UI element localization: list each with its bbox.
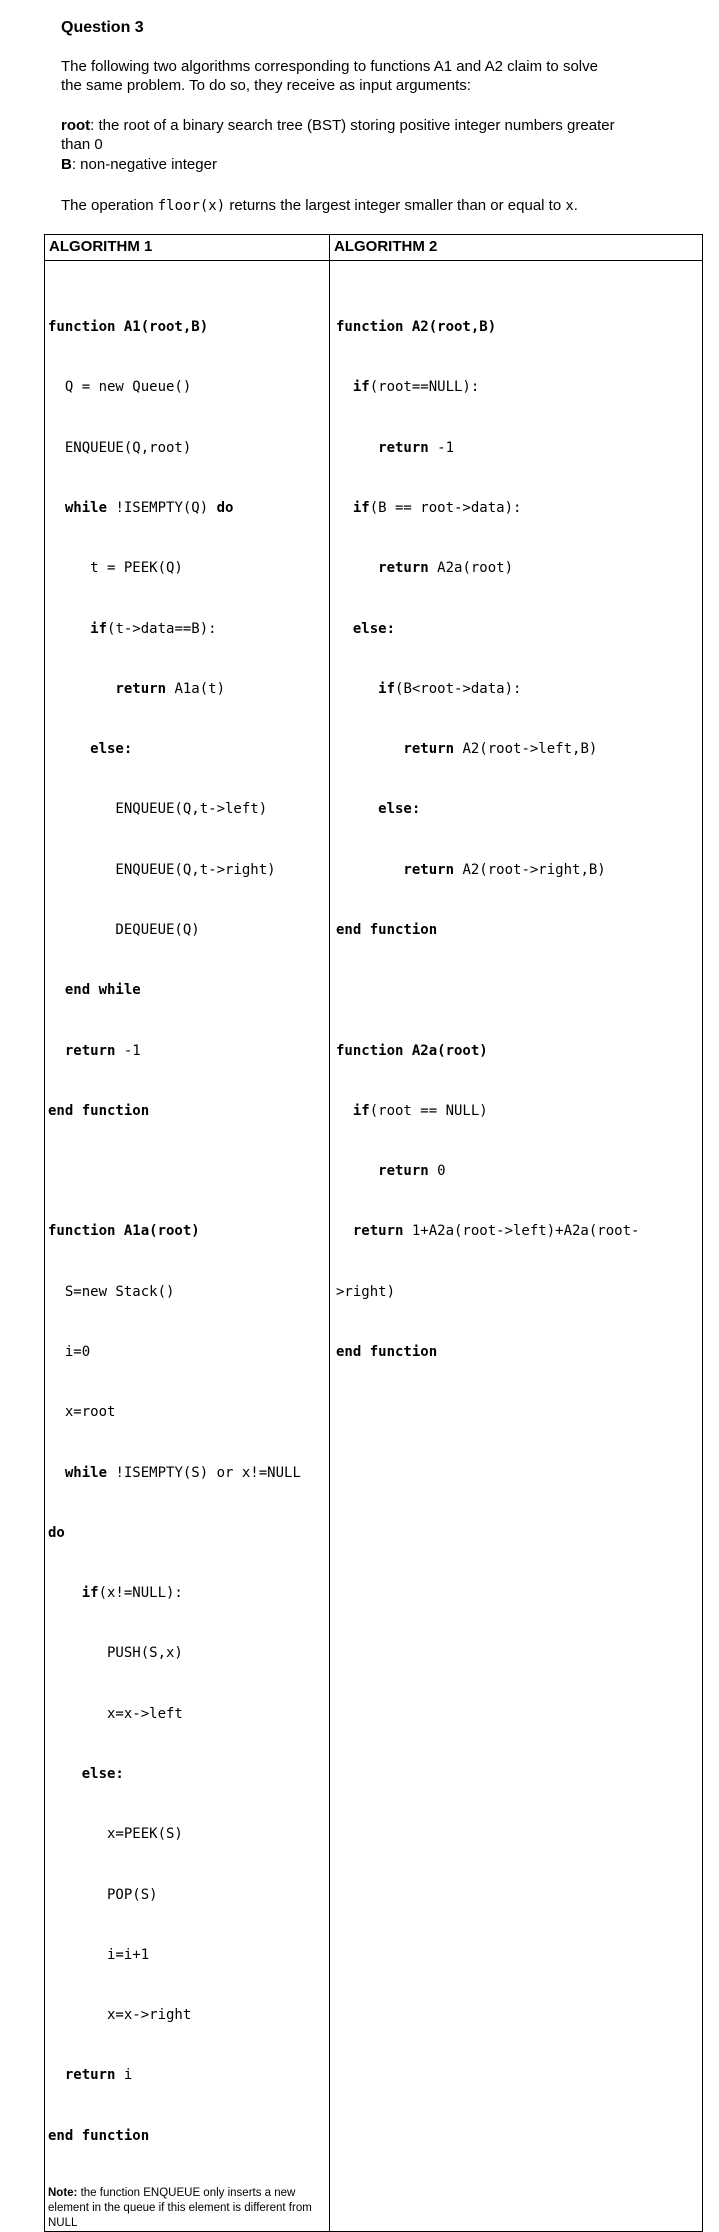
enqueue-note — [48, 2186, 325, 2231]
code-line: if(root==NULL): — [336, 379, 480, 396]
code-line: x=x->left — [48, 1705, 183, 1722]
code-line: do — [48, 1524, 65, 1541]
question-title: Question 3 — [61, 19, 144, 36]
code-line: if(B == root->data): — [336, 500, 522, 517]
code-line: end function — [336, 922, 438, 938]
floor-x: x — [565, 198, 574, 214]
root-desc-cont: than 0 — [61, 136, 103, 153]
code-line: end function — [48, 1102, 150, 1119]
algorithms-table — [44, 234, 703, 2232]
code-spacer — [336, 980, 702, 1000]
code-line: else: — [336, 801, 421, 818]
code-line: return A1a(t) — [48, 680, 226, 697]
code-line: S=new Stack() — [48, 1283, 175, 1300]
algorithm1-header: ALGORITHM 1 — [45, 235, 330, 261]
code-line: Q = new Queue() — [48, 379, 192, 396]
code-line: return i — [48, 2067, 133, 2084]
code-line: return -1 — [336, 439, 455, 456]
code-spacer — [48, 1161, 329, 1181]
b-desc: : non-negative integer — [71, 156, 217, 173]
code-line: return A2(root->left,B) — [336, 741, 598, 758]
code-line: else: — [48, 741, 133, 758]
floor-code: floor(x) — [157, 198, 226, 214]
algorithm2-cell — [330, 261, 703, 2232]
code-line: x=PEEK(S) — [48, 1826, 183, 1843]
code-line: if(root == NULL) — [336, 1102, 488, 1119]
code-line: end function — [48, 2127, 150, 2144]
code-line: else: — [336, 620, 396, 637]
code-line: return A2a(root) — [336, 560, 514, 577]
code-line: return 1+A2a(root->left)+A2a(root- — [336, 1223, 640, 1240]
code-line: DEQUEUE(Q) — [48, 922, 200, 938]
intro-text — [61, 57, 598, 95]
code-line: else: — [48, 1765, 124, 1782]
b-label: B — [61, 156, 72, 173]
code-line: end while — [48, 982, 141, 999]
code-line: end function — [336, 1343, 438, 1360]
code-line: return 0 — [336, 1163, 446, 1180]
floor-end: . — [573, 197, 578, 214]
root-desc: : the root of a binary search tree (BST) storing positive integer numbers greater — [90, 117, 615, 134]
floor-mid: returns the largest integer smaller than or equal to — [225, 197, 566, 214]
code-line: ENQUEUE(Q,root) — [48, 439, 192, 456]
code-line: function A1(root,B) — [48, 319, 209, 336]
code-line: ENQUEUE(Q,t->right) — [48, 861, 276, 878]
code-line: function A1a(root) — [48, 1223, 200, 1240]
code-line: while !ISEMPTY(Q) do — [48, 500, 234, 517]
intro-line-2: the same problem. To do so, they receive as input arguments: — [61, 77, 471, 94]
code-line: if(t->data==B): — [48, 620, 217, 637]
root-label: root — [61, 117, 91, 134]
code-line: function A2(root,B) — [336, 319, 497, 336]
code-line: return A2(root->right,B) — [336, 861, 606, 878]
note-text: the function ENQUEUE only inserts a new element in the queue if this element is different from NULL — [48, 2186, 312, 2229]
code-line: i=i+1 — [48, 1946, 150, 1963]
code-line: x=root — [48, 1404, 116, 1421]
algorithm1-code — [45, 261, 329, 2186]
note-label: Note: — [48, 2186, 78, 2199]
code-line: ENQUEUE(Q,t->left) — [48, 801, 268, 818]
code-line: return -1 — [48, 1042, 141, 1059]
code-line: t = PEEK(Q) — [48, 560, 183, 577]
code-line: PUSH(S,x) — [48, 1645, 183, 1662]
code-line: i=0 — [48, 1343, 91, 1360]
algorithm2-header: ALGORITHM 2 — [330, 235, 703, 261]
code-line: x=x->right — [48, 2007, 192, 2024]
arguments-list — [61, 116, 615, 174]
code-line: POP(S) — [48, 1886, 158, 1903]
code-line: if(x!=NULL): — [48, 1585, 183, 1602]
algorithm2-code — [330, 261, 702, 1402]
code-line: >right) — [336, 1283, 396, 1300]
intro-line-1: The following two algorithms corresponding to functions A1 and A2 claim to solve — [61, 58, 598, 75]
code-line: function A2a(root) — [336, 1042, 488, 1059]
b-argument — [61, 155, 615, 174]
code-line: while !ISEMPTY(S) or x!=NULL — [48, 1464, 301, 1481]
code-line: if(B<root->data): — [336, 680, 522, 697]
floor-description — [61, 196, 578, 216]
floor-pre: The operation — [61, 197, 158, 214]
algorithm1-cell — [45, 261, 330, 2232]
root-argument — [61, 116, 615, 135]
